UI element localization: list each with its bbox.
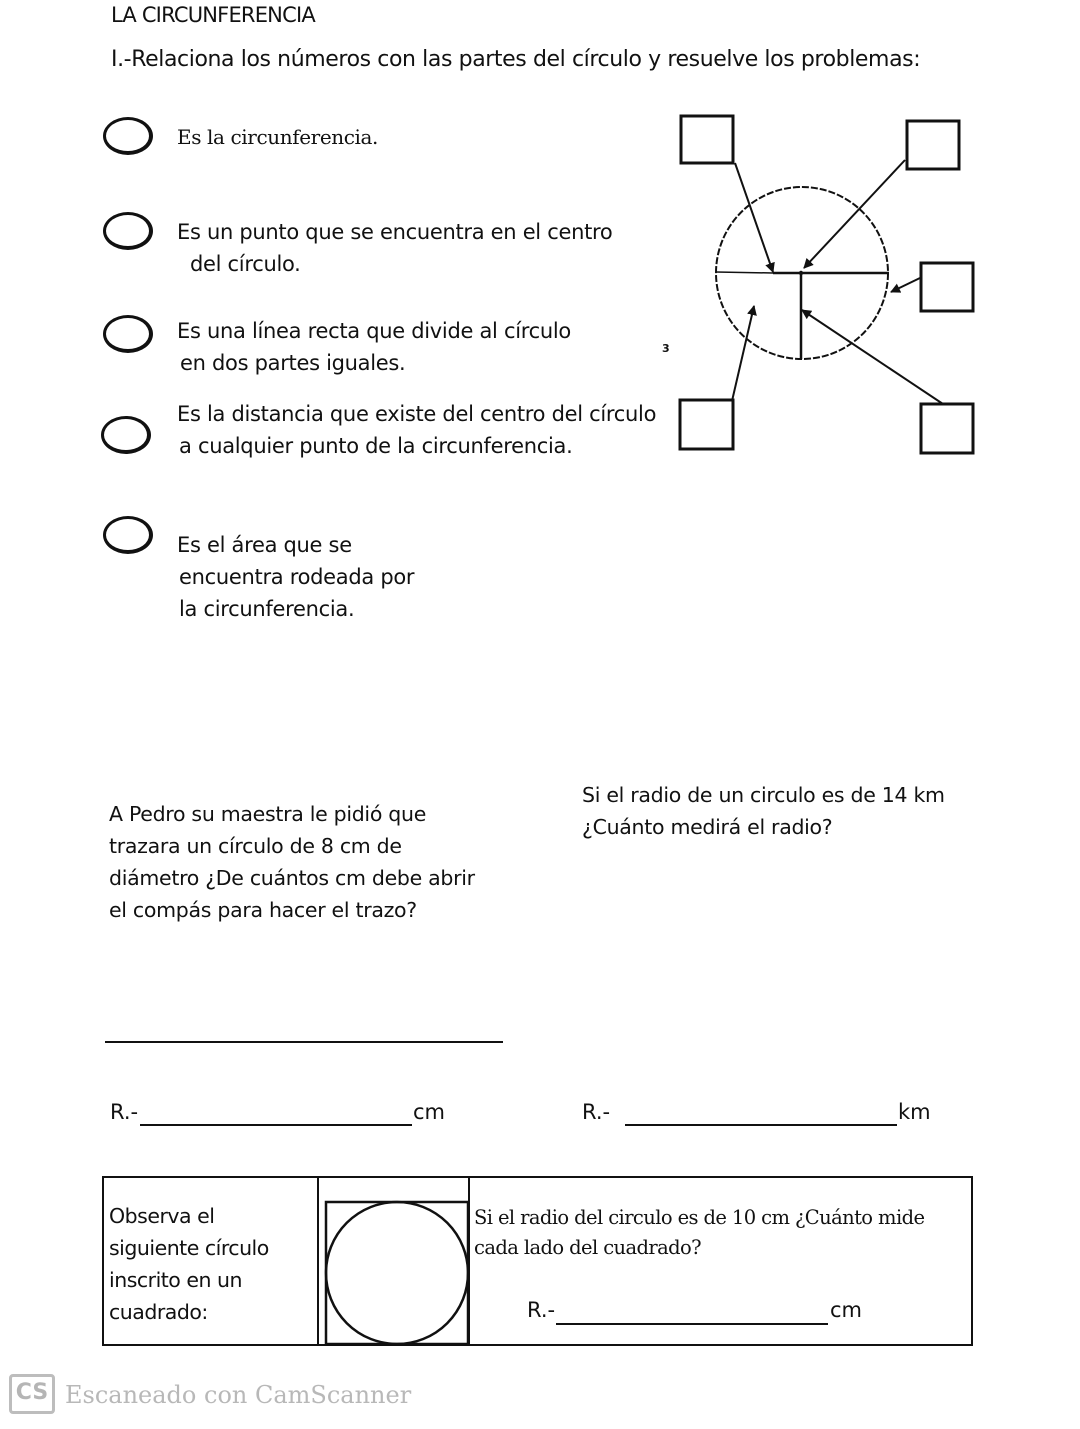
label-box-bottom-right: [921, 404, 973, 453]
definition-3-line-2: en dos partes iguales.: [180, 351, 406, 375]
problem-radius-line-2: ¿Cuánto medirá el radio?: [582, 815, 833, 839]
work-line[interactable]: [105, 1041, 503, 1043]
definition-1-line-1: Es la circunferencia.: [177, 125, 379, 149]
definition-2: [177, 216, 612, 280]
table-question-line-1: Si el radio del circulo es de 10 cm ¿Cuánto mide: [474, 1206, 925, 1229]
definition-3: [177, 315, 571, 379]
answer-bubble-3[interactable]: [103, 315, 153, 353]
answer-3-input[interactable]: [556, 1323, 828, 1325]
arrow-to-area: [732, 306, 754, 401]
definition-5: [177, 529, 414, 625]
definition-5-line-1: Es el área que se: [177, 533, 352, 557]
table-intro-line-4: cuadrado:: [109, 1300, 208, 1324]
stray-mark: 3: [662, 342, 670, 355]
label-box-top-left: [681, 116, 733, 163]
problem-diameter: [109, 798, 475, 926]
definition-5-line-3: la circunferencia.: [179, 597, 355, 621]
label-box-bottom-left: [680, 400, 733, 449]
answer-2-prefix: R.-: [582, 1100, 611, 1124]
answer-1-unit: cm: [413, 1100, 446, 1124]
answer-2-unit: km: [898, 1100, 931, 1124]
label-box-top-right: [907, 121, 959, 169]
camscanner-logo-icon: CS: [9, 1374, 55, 1414]
definition-4-line-1: Es la distancia que existe del centro del círculo: [177, 402, 657, 426]
answer-bubble-1[interactable]: [103, 117, 153, 155]
problem-diameter-line-2: trazara un círculo de 8 cm de: [109, 834, 402, 858]
definition-2-line-2: del círculo.: [190, 252, 301, 276]
answer-3-prefix: R.-: [527, 1298, 556, 1322]
inscribed-circle-shape: [326, 1202, 468, 1344]
table-question-line-2: cada lado del cuadrado?: [474, 1236, 702, 1259]
answer-bubble-2[interactable]: [103, 212, 153, 250]
answer-bubble-4[interactable]: [101, 416, 151, 454]
table-intro: [109, 1200, 269, 1328]
arrow-to-diameter: [735, 163, 773, 272]
table-intro-line-3: inscrito en un: [109, 1268, 242, 1292]
problem-diameter-line-1: A Pedro su maestra le pidió que: [109, 802, 427, 826]
definition-4: [177, 398, 656, 462]
answer-3-unit: cm: [830, 1298, 863, 1322]
arrow-to-center: [804, 160, 905, 268]
arrow-to-circumference: [891, 278, 920, 292]
problem-radius: [582, 779, 945, 843]
answer-1-input[interactable]: [140, 1124, 412, 1126]
definition-5-line-2: encuentra rodeada por: [179, 565, 415, 589]
circle-parts-diagram: [660, 100, 990, 470]
table-intro-line-1: Observa el: [109, 1204, 215, 1228]
problem-diameter-line-4: el compás para hacer el trazo?: [109, 898, 417, 922]
table-intro-line-2: siguiente círculo: [109, 1236, 269, 1260]
label-box-right: [921, 263, 973, 311]
table-divider-1: [317, 1178, 319, 1344]
worksheet-title: LA CIRCUNFERENCIA: [111, 3, 315, 27]
definition-3-line-1: Es una línea recta que divide al círculo: [177, 319, 571, 343]
definition-1: [177, 121, 378, 153]
problem-diameter-line-3: diámetro ¿De cuántos cm debe abrir: [109, 866, 475, 890]
scanner-watermark: Escaneado con CamScanner: [65, 1381, 412, 1409]
table-question: [474, 1203, 924, 1263]
center-point: [799, 271, 803, 275]
instructions: I.-Relaciona los números con las partes del círculo y resuelve los problemas:: [111, 47, 921, 72]
definition-2-line-1: Es un punto que se encuentra en el centro: [177, 220, 613, 244]
answer-bubble-5[interactable]: [103, 516, 153, 554]
problem-radius-line-1: Si el radio de un circulo es de 14 km: [582, 783, 945, 807]
definition-4-line-2: a cualquier punto de la circunferencia.: [179, 434, 573, 458]
inscribed-circle-figure: [322, 1200, 472, 1346]
diameter-left-segment: [716, 272, 773, 273]
answer-1-prefix: R.-: [110, 1100, 139, 1124]
answer-2-input[interactable]: [625, 1124, 897, 1126]
inscribed-circle-table: [102, 1176, 973, 1346]
